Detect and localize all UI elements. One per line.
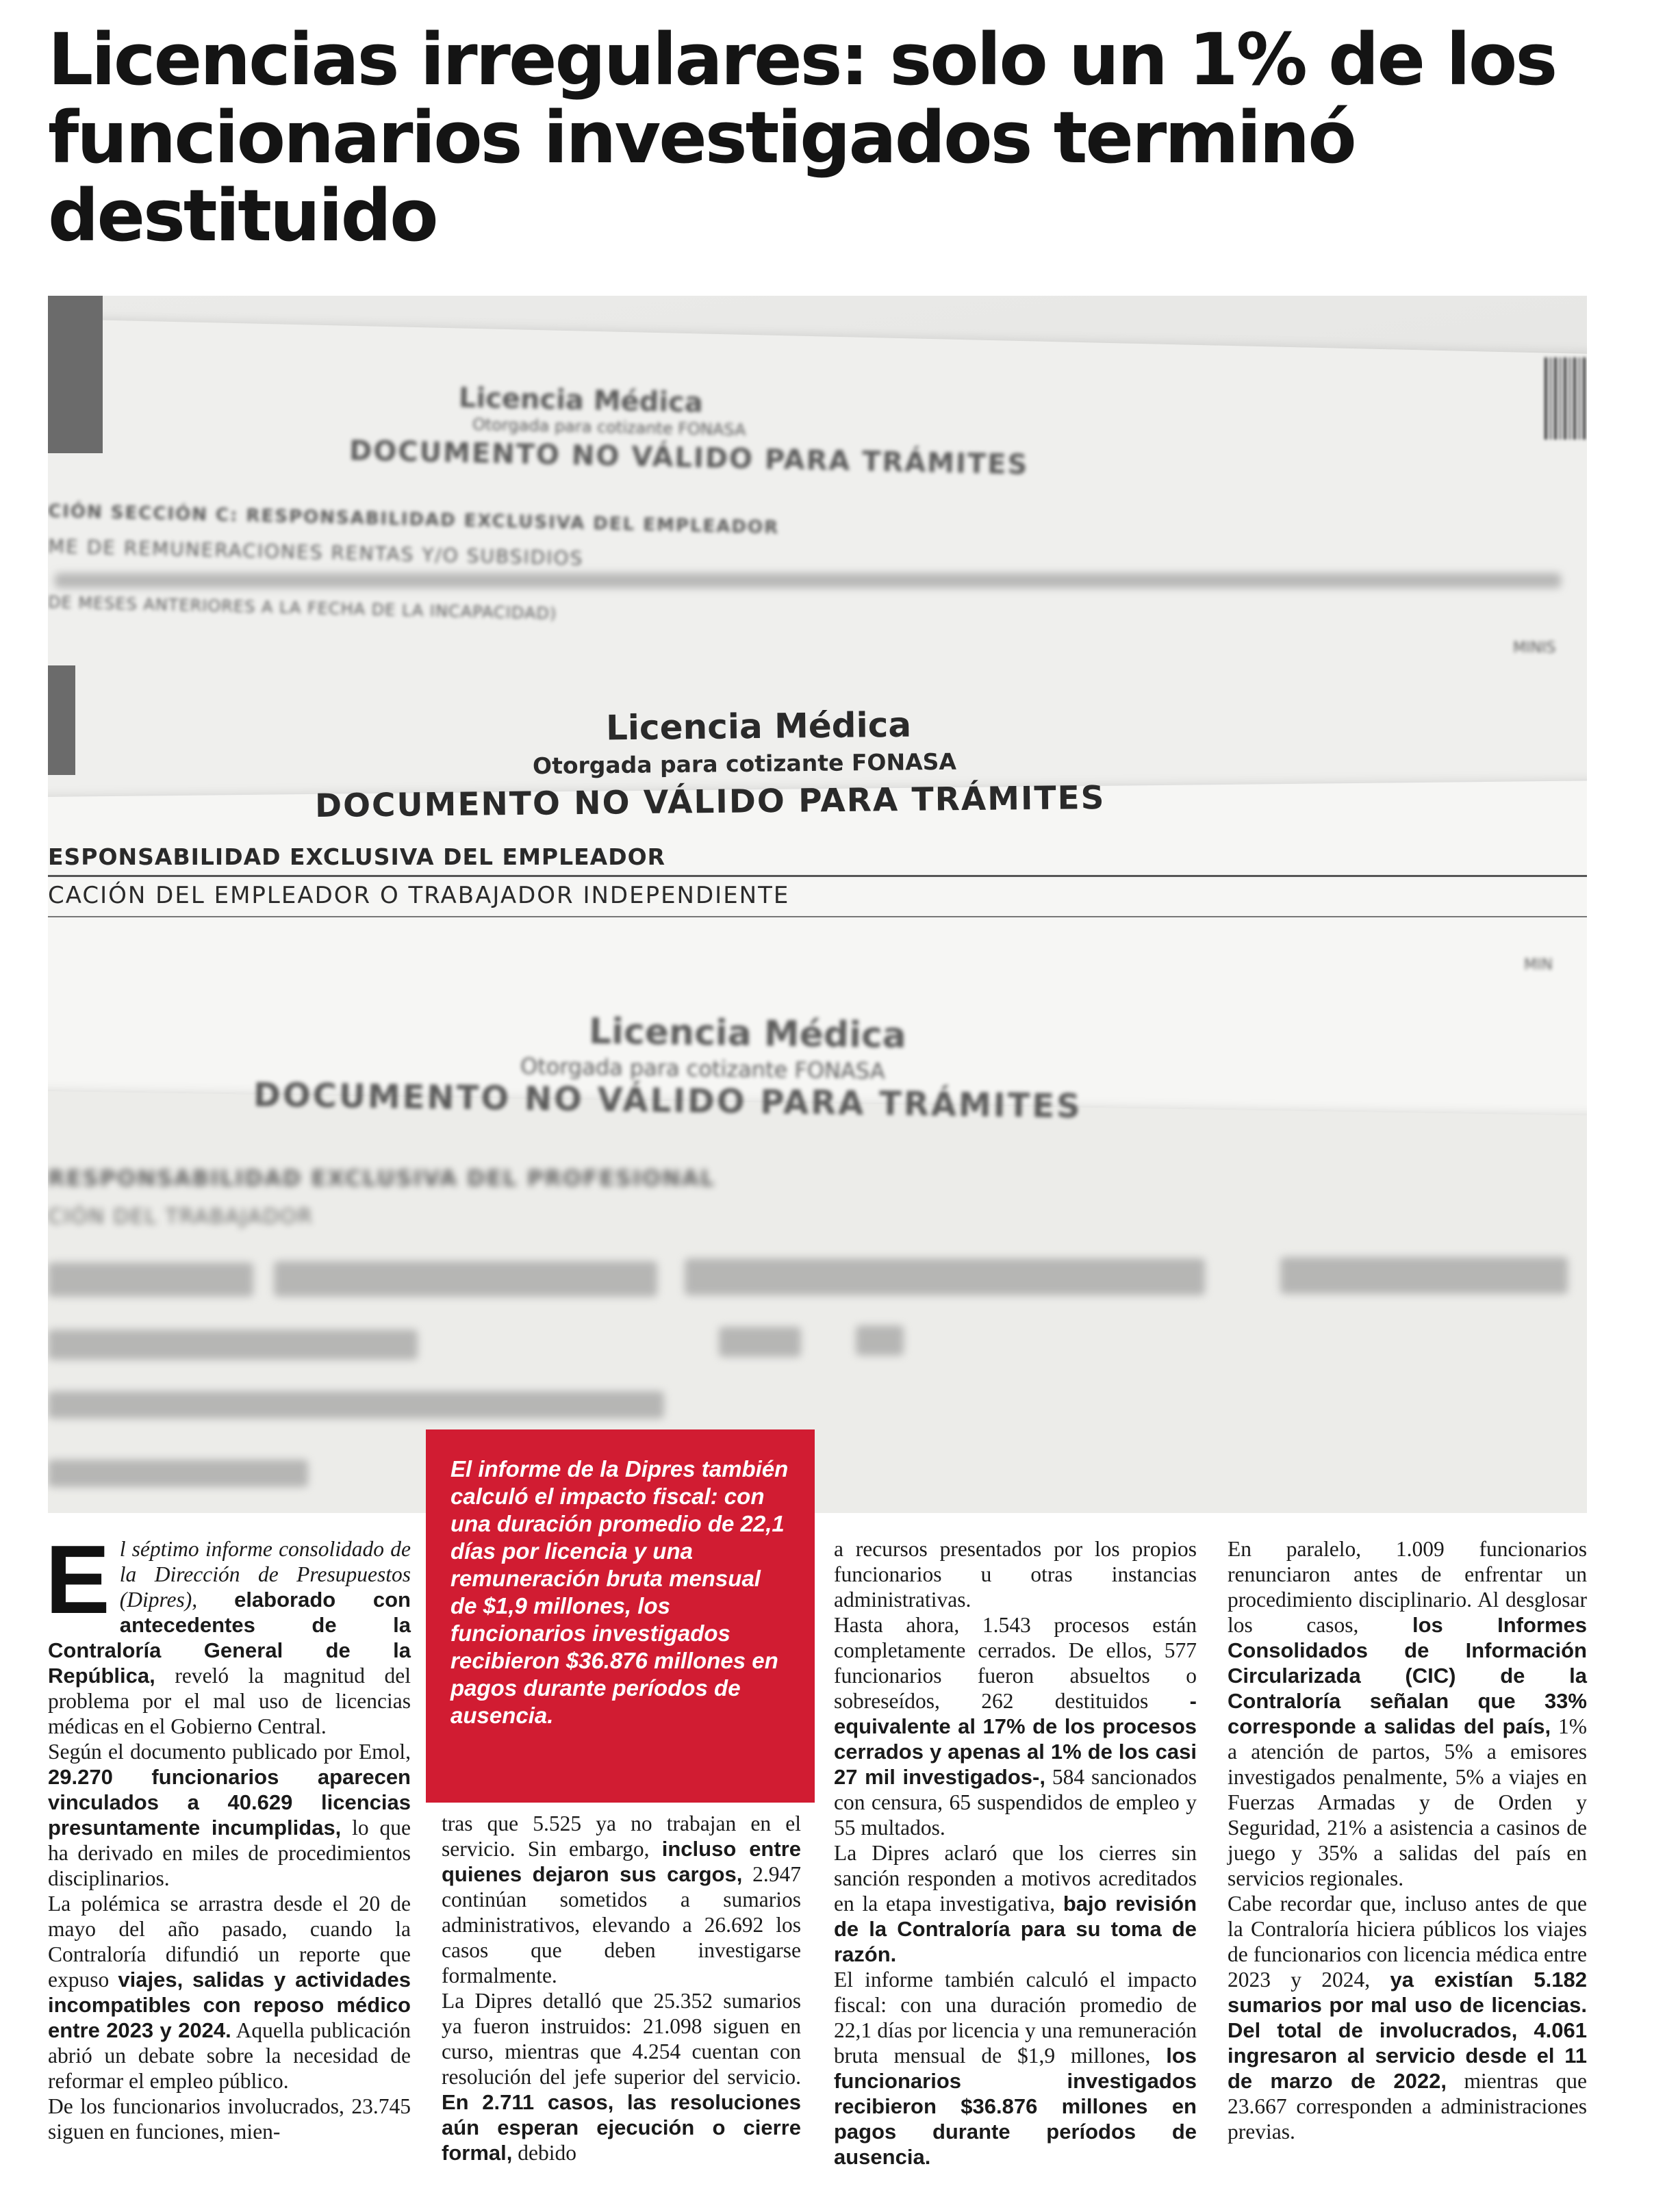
form-field <box>48 1330 418 1360</box>
doc-warning-top: DOCUMENTO NO VÁLIDO PARA TRÁMITES <box>348 435 1029 481</box>
profesional-label: RESPONSABILIDAD EXCLUSIVA DEL PROFESIONAL <box>48 1165 716 1191</box>
paragraph: Según el documento publicado por Emol, 29.270 funcionarios aparecen vinculados a 40.629 licencias presuntamente incumplidas, lo que ha derivado en miles de procedimientos disciplinarios. <box>48 1740 411 1890</box>
photo-licencias-medicas <box>48 296 1587 1513</box>
barcode <box>1545 357 1586 440</box>
remuneraciones-label: ME DE REMUNERACIONES RENTAS Y/O SUBSIDIOS <box>48 535 584 570</box>
form-field <box>48 1460 308 1487</box>
form-field <box>48 1262 253 1297</box>
doc-subtitle-top: Otorgada para cotizante FONASA <box>472 414 746 440</box>
form-field <box>48 1391 664 1419</box>
doc-title-main: Licencia Médica <box>605 704 912 748</box>
trabajador-label: CIÓN DEL TRABAJADOR <box>48 1205 314 1229</box>
callout-box: El informe de la Dipres también calculó el impacto fiscal: con una duración promedio de 22,1 días por licencia y una remuneración bruta mensual de $1,9 millones, los funcionarios investigados recibieron $36.876 millones en pagos durante períodos de ausencia. <box>426 1429 815 1803</box>
license-sheet-bottom <box>48 1091 1587 1513</box>
paragraph: a recursos presentados por los propios funcionarios u otras instancias administrativas. <box>834 1537 1197 1612</box>
column-1 <box>45 1525 411 2144</box>
form-field <box>1280 1257 1568 1294</box>
form-rule <box>48 875 1587 877</box>
empleador-label: ESPONSABILIDAD EXCLUSIVA DEL EMPLEADOR <box>48 843 666 870</box>
form-field <box>274 1261 657 1297</box>
paragraph: De los funcionarios involucrados, 23.745 siguen en funciones, mien- <box>48 2094 411 2144</box>
paragraph: Cabe recordar que, incluso antes de que la Contraloría hiciera públicos los viajes de funcionarios con licencia médica entre 2023 y 2024, ya existían 5.182 sumarios por mal uso de licencias. Del total de involucrados, 4.061 ingresaron al servicio desde el 11 de marzo de 2022, mientras que 23.667 corresponden a administraciones previas. <box>1228 1892 1588 2144</box>
paragraph: La Dipres aclaró que los cierres sin sanción responden a motivos acreditados en la etapa investigativa, bajo revisión de la Contraloría para su toma de razón. <box>834 1841 1197 1966</box>
doc-warning-bottom: DOCUMENTO NO VÁLIDO PARA TRÁMITES <box>253 1076 1083 1126</box>
dark-tab <box>48 296 103 453</box>
paragraph: La polémica se arrastra desde el 20 de mayo del año pasado, cuando la Contraloría difundió un reporte que expuso viajes, salidas y actividades incompatibles con reposo médico entre 2023 y 2024. Aquella publicación abrió un debate sobre la necesidad de reformar el empleo público. <box>48 1892 411 2093</box>
fine-print <box>55 573 1561 588</box>
drop-cap: E <box>45 1525 110 1634</box>
dark-tab <box>48 665 75 775</box>
doc-warning-main: DOCUMENTO NO VÁLIDO PARA TRÁMITES <box>314 778 1106 826</box>
paragraph: Hasta ahora, 1.543 procesos están completamente cerrados. De ellos, 577 funcionarios fueron absueltos o sobreseídos, 262 destituidos -equivalente al 17% de los procesos cerrados y apenas al 1% de los casi 27 mil investigados-, 584 sancionados con censura, 65 suspendidos de empleo y 55 multados. <box>834 1613 1197 1840</box>
ministerio-label-2: MIN <box>1524 956 1553 974</box>
form-field <box>856 1325 904 1356</box>
column-4 <box>1228 1536 1587 2144</box>
doc-title-top: Licencia Médica <box>458 382 704 419</box>
column-3 <box>834 1536 1197 2170</box>
form-field <box>685 1258 1205 1295</box>
paragraph: tras que 5.525 ya no trabajan en el servicio. Sin embargo, incluso entre quienes dejaron sus cargos, 2.947 continúan sometidos a sumarios administrativos, elevando a 26.692 los casos que deben investigarse formalmente. <box>442 1811 801 1987</box>
headline: Licencias irregulares: solo un 1% de los funcionarios investigados terminó destituido <box>48 18 1556 257</box>
paragraph: El séptimo informe consolidado de la Dirección de Presupuestos (Dipres), elaborado con antecedentes de la Contraloría General de la República, reveló la magnitud del problema por el mal uso de licencias médicas en el Gobierno Central. <box>45 1525 411 1738</box>
paragraph: La Dipres detalló que 25.352 sumarios ya fueron instruidos: 21.098 siguen en curso, mientras que 4.254 cuentan con resolución del jefe superior del servicio. En 2.711 casos, las resoluciones aún esperan ejecución o cierre formal, debido <box>442 1989 801 2165</box>
meses-label: DE MESES ANTERIORES A LA FECHA DE LA INCAPACIDAD) <box>48 592 557 624</box>
ministerio-label: MINIS <box>1513 639 1556 657</box>
column-2 <box>442 1811 801 2165</box>
paragraph: El informe también calculó el impacto fiscal: con una duración promedio de 22,1 días por licencia y una remuneración bruta mensual de $1,9 millones, los funcionarios investigados recibieron $36.876 millones en pagos durante períodos de ausencia. <box>834 1968 1197 2169</box>
section-c-label: CIÓN SECCIÓN C: RESPONSABILIDAD EXCLUSIVA DEL EMPLEADOR <box>48 500 780 539</box>
doc-subtitle-main: Otorgada para cotizante FONASA <box>532 748 957 780</box>
identificacion-label: CACIÓN DEL EMPLEADOR O TRABAJADOR INDEPENDIENTE <box>48 882 790 909</box>
form-rule <box>48 916 1587 917</box>
doc-subtitle-bottom: Otorgada para cotizante FONASA <box>520 1053 885 1084</box>
paragraph: En paralelo, 1.009 funcionarios renunciaron antes de enfrentar un procedimiento disciplinario. Al desglosar los casos, los Informes Consolidados de Información Circularizada (CIC) de la Contraloría señalan que 33% corresponde a salidas del país, 1% a atención de partos, 5% a emisores investigados penalmente, 5% a viajes en Fuerzas Armadas y de Orden y Seguridad, 21% a asistencia a casinos de juego y 35% a salidas del país en servicios regionales. <box>1228 1537 1588 1890</box>
form-field <box>719 1327 801 1357</box>
doc-title-bottom: Licencia Médica <box>588 1010 907 1057</box>
